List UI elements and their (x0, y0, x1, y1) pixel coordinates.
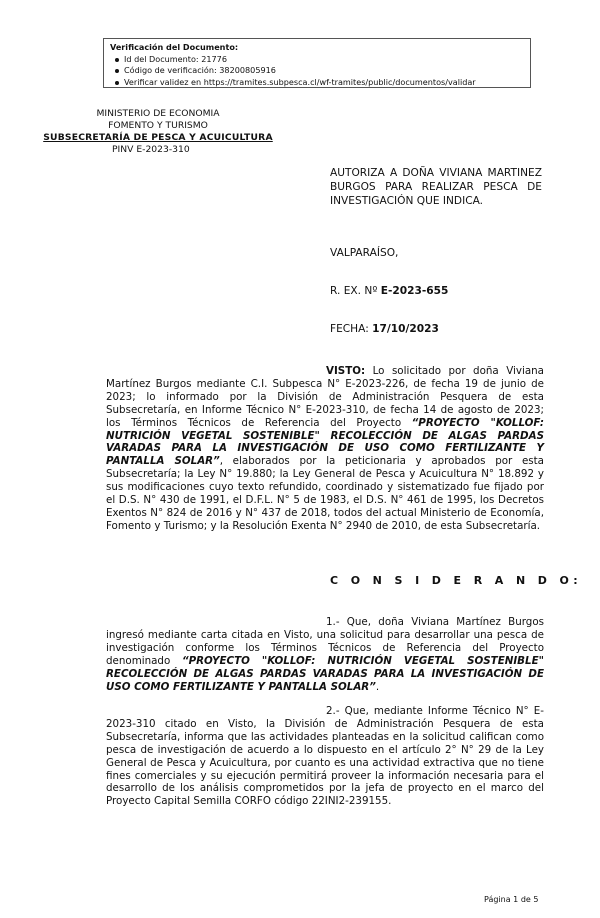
c1-lead: 1.- Que, doña Viviana Martínez Burgos (326, 616, 544, 628)
subsecretaria-title: SUBSECRETARÍA DE PESCA Y ACUICULTURA (43, 132, 273, 143)
visto-label: VISTO: (326, 365, 366, 377)
visto-text1: Lo solicitado por doña Viviana Martínez Burgos mediante C.I. Subpesca N° E-2023-226, de fecha 19 de junio de 2023; lo informado por la División de Administración Pesquera de esta Subsecretaría, en Informe Técnico N° E-2023-310, de fecha 14 de agosto de 2023; los Términos Técnicos de Referencia del Proyecto (106, 365, 544, 429)
c1-end: . (375, 680, 380, 693)
verification-url[interactable]: Verificar validez en https://tramites.subpesca.cl/wf-tramites/public/documentos/validar (124, 77, 524, 88)
ministry-line1: MINISTERIO DE ECONOMIA (96, 108, 220, 119)
c1-text: ingresó mediante carta citada en Visto, una solicitud para desarrollar una pesca de investigación conforme los Términos Técnicos de Referencia del Proyecto denominado (106, 628, 544, 667)
c2-lead: 2.- Que, mediante Informe Técnico N° (326, 705, 529, 717)
ministry-line2: FOMENTO Y TURISMO (108, 120, 208, 131)
pinv-number: PINV E-2023-310 (112, 144, 190, 155)
considerando-title: C O N S I D E R A N D O: (330, 574, 583, 587)
resolution-number (330, 284, 448, 298)
resolution-abstract: AUTORIZA A DOÑA VIVIANA MARTINEZ BURGOS PARA REALIZAR PESCA DE INVESTIGACIÓN QUE INDICA. (330, 167, 542, 207)
fecha-value: 17/10/2023 (372, 323, 439, 335)
c2-text: E-2023-310 citado en Visto, la División de Administración Pesquera de esta Subsecretaría, informa que las actividades planteadas en la solicitud califican como pesca de investigación de acuerdo a lo dispuesto en el artículo 2° N° 29 de la Ley General de Pesca y Acuicultura, por cuanto es una actividad extractiva que no tiene fines comerciales y su ejecución permitirá proveer la información necesaria para el desarrollo de los análisis comprometidos por la jefa de proyecto en el marco del Proyecto Capital Semilla CORFO código 22INI2-239155. (106, 705, 544, 808)
c1-project: “PROYECTO "KOLLOF: NUTRICIÓN VEGETAL SOSTENIBLE" RECOLECCIÓN DE ALGAS PARDAS VARADAS PARA LA INVESTIGACIÓN DE USO COMO FERTILIZANTE Y PANTALLA SOLAR” (106, 654, 544, 693)
verification-list (110, 54, 524, 88)
place: VALPARAÍSO, (330, 247, 399, 259)
visto-project: “PROYECTO "KOLLOF: NUTRICIÓN VEGETAL SOSTENIBLE" RECOLECCIÓN DE ALGAS PARDAS VARADAS PARA LA INVESTIGACIÓN DE USO COMO FERTILIZANTE Y PANTALLA SOLAR” (106, 416, 545, 468)
verification-title: Verificación del Documento: (110, 42, 239, 52)
resolution-date (330, 322, 439, 336)
visto-text2: , elaborados por la peticionaria y aprobados por esta Subsecretaría; la Ley N° 19.880; la Ley General de Pesca y Acuicultura N° 18.892 y sus modificaciones cuyo texto refundido, coordinado y sistematizado fue fijado por el D.S. N° 430 de 1991, el D.F.L. N° 5 de 1983, el D.S. N° 461 de 1995, los Decretos Exentos N° 824 de 2016 y N° 437 de 2018, todos del actual Ministerio de Economía, Fomento y Turismo; y la Resolución Exenta N° 2940 de 2010, de esta Subsecretaría. (106, 455, 544, 532)
visto-paragraph (106, 365, 544, 533)
page-number: Página 1 de 5 (484, 895, 539, 904)
considerando-1 (106, 616, 544, 693)
rex-label: R. EX. Nº (330, 285, 378, 297)
considerando-2 (106, 705, 544, 808)
rex-value: E-2023-655 (380, 285, 449, 297)
verification-code: Código de verificación: 38200805916 (124, 65, 524, 77)
verification-id: Id del Documento: 21776 (124, 54, 524, 66)
verification-box (103, 38, 531, 88)
fecha-label: FECHA: (330, 323, 369, 335)
ministry-header (38, 108, 278, 156)
